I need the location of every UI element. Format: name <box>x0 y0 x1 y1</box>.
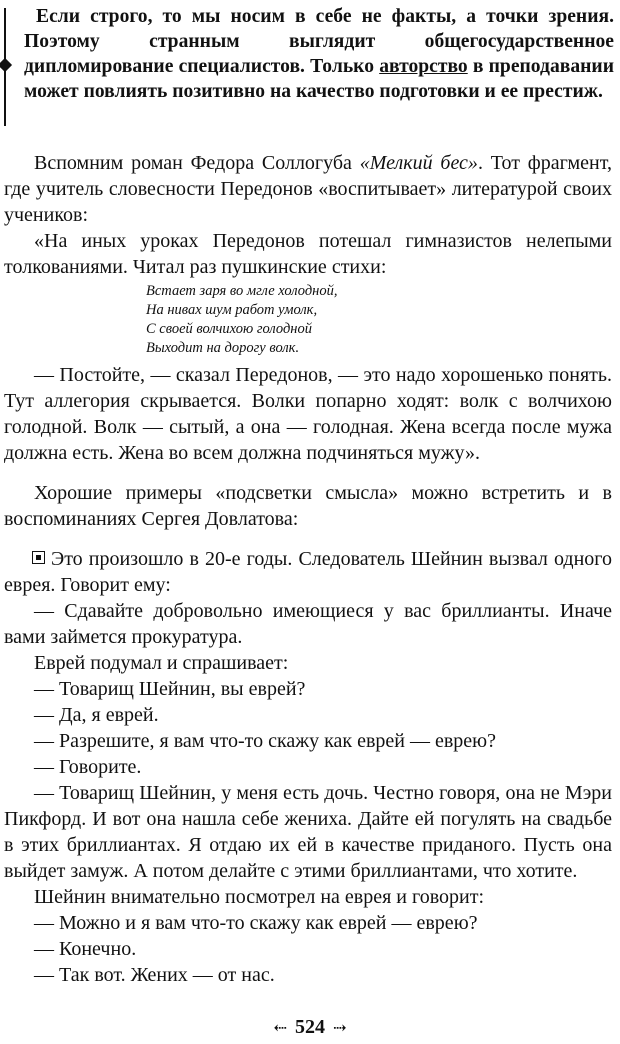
paragraph-1: Вспомним роман Федора Соллогуба «Мелкий бес». Тот фрагмент, где учитель словесности Передонов «воспитывает» литературой своих учеников: <box>4 152 612 226</box>
dialogue-line: — Так вот. Жених — от нас. <box>34 964 275 986</box>
dialogue-line: — Да, я еврей. <box>34 704 159 726</box>
poem-line: Встает заря во мгле холодной, <box>146 283 338 299</box>
dialogue-line: — Можно и я вам что-то скажу как еврей — еврею? <box>34 912 478 934</box>
novel-title: «Мелкий бес» <box>359 152 478 174</box>
dialogue-line: Еврей подумал и спрашивает: <box>34 652 289 674</box>
poem-line: На нивах шум работ умолк, <box>146 302 318 318</box>
dialogue-line: — Конечно. <box>34 938 137 960</box>
dialogue-line: — Сдавайте добровольно имеющиеся у вас бриллианты. Иначе вами займется прокуратура. <box>4 600 612 648</box>
callout-text: Если строго, то мы носим в себе не факты, а точки зрения. Поэтому странным выглядит общегосударственное дипломирование специалистов. Только авторство в преподавании может повлиять позитивно на качество подготовки и ее престиж. <box>24 6 614 102</box>
underlined-word: авторство <box>379 56 468 77</box>
dialogue-line: — Товарищ Шейнин, у меня есть дочь. Честно говоря, она не Мэри Пикфорд. И вот она нашла себе жениха. Дайте ей погулять на свадьбе в этих бриллиантах. Я отдаю их ей в качестве приданого. Пусть она выйдет замуж. А потом делайте с этими бриллиантами, что хотите. <box>4 782 612 882</box>
paragraph-4: Хорошие примеры «подсветки смысла» можно встретить и в воспоминаниях Сергея Довлатова: <box>4 482 612 530</box>
poem-line: С своей волчихою голодной <box>146 321 312 337</box>
callout-block <box>24 4 614 104</box>
dialogue-line: — Говорите. <box>34 756 142 778</box>
paragraph-2: «На иных уроках Передонов потешал гимназистов нелепыми толкованиями. Читал раз пушкинские стихи: <box>4 230 612 278</box>
paragraph-3: — Постойте, — сказал Передонов, — это надо хорошенько понять. Тут аллегория скрывается. Волки попарно ходят: волк с волчихою голодной. Волк — сытый, а она — голодная. Жена всегда после мужа должна есть. Жена во всем должна подчиняться мужу». <box>4 364 612 464</box>
poem-quote <box>146 282 612 358</box>
dialogue-line: — Разрешите, я вам что-то скажу как еврей — еврею? <box>34 730 496 752</box>
callout-diamond-marker <box>0 58 12 72</box>
page-number: 524 <box>295 1016 325 1038</box>
dialogue-line: — Товарищ Шейнин, вы еврей? <box>34 678 306 700</box>
square-bullet-icon <box>32 551 45 564</box>
poem-line: Выходит на дорогу волк. <box>146 340 300 356</box>
right-arrow-icon: ⇢ <box>333 1020 347 1037</box>
dialogue-line: Шейнин внимательно посмотрел на еврея и говорит: <box>34 886 485 908</box>
page-footer <box>0 1014 620 1042</box>
main-text <box>4 150 612 988</box>
paragraph-5: Это произошло в 20-е годы. Следователь Шейнин вызвал одного еврея. Говорит ему: <box>4 548 612 596</box>
left-arrow-icon: ⇠ <box>273 1020 287 1037</box>
